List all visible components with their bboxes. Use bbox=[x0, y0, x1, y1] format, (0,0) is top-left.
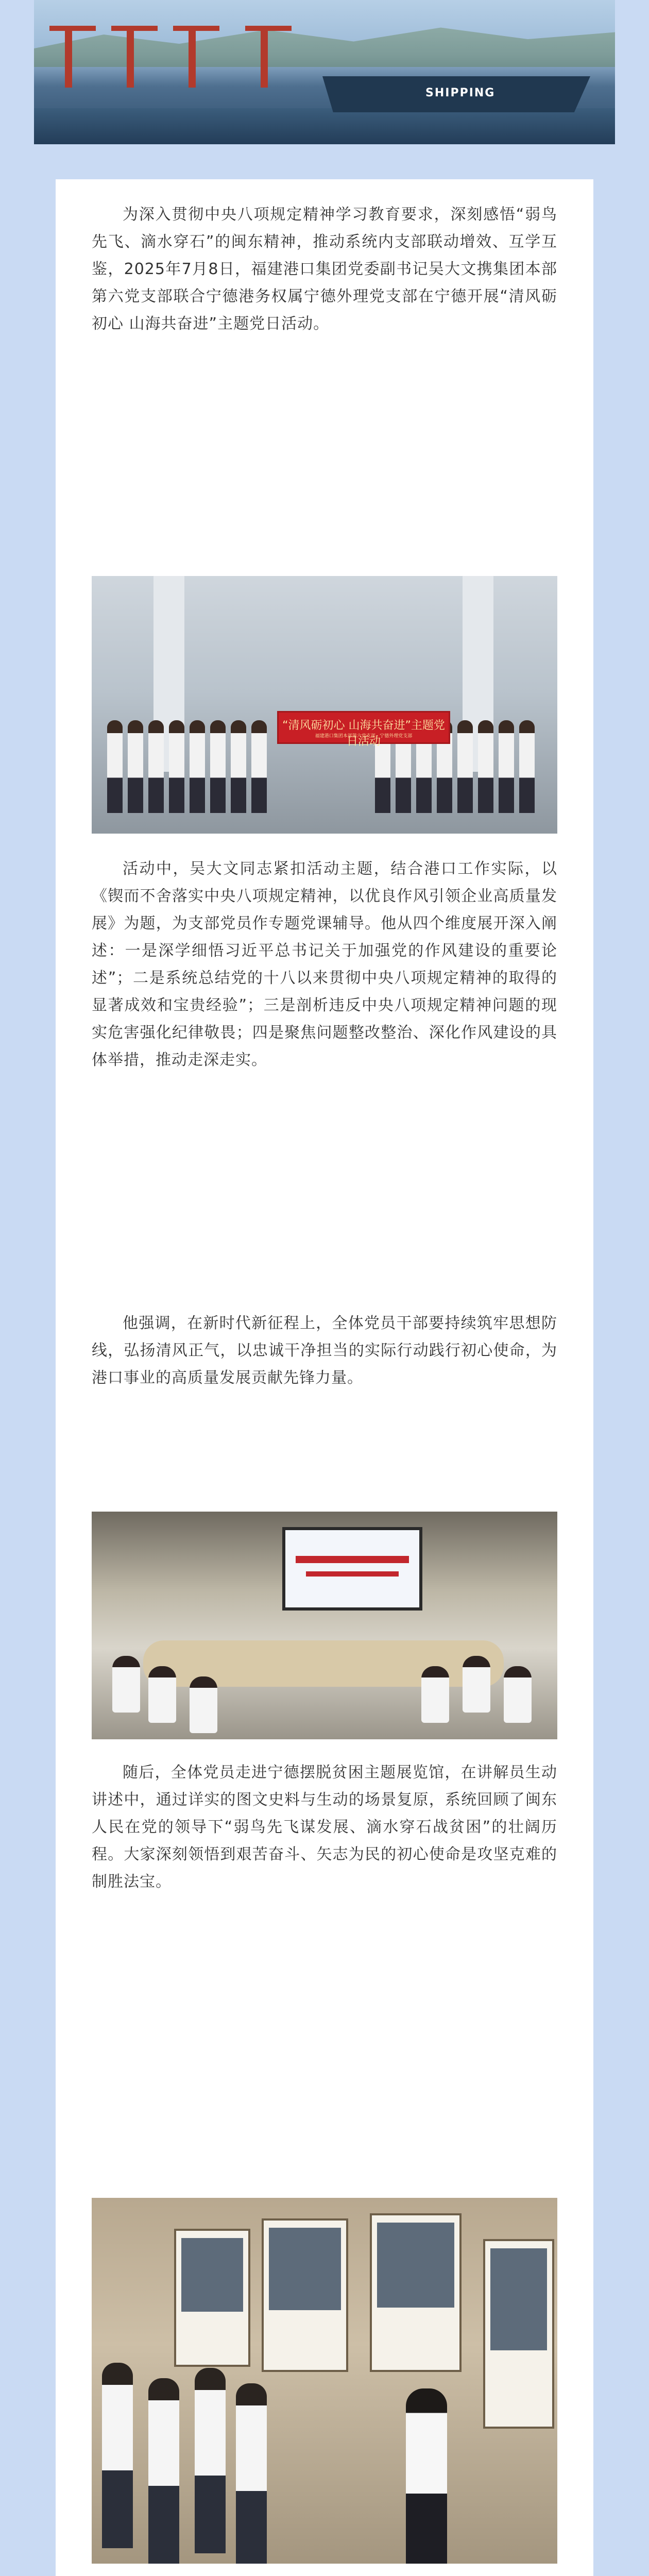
attendee bbox=[504, 1666, 532, 1723]
event-banner-subtext: 福建港口集团本部第六党支部 · 宁德外理党支部 bbox=[315, 734, 413, 739]
guide bbox=[406, 2388, 447, 2564]
attendee bbox=[148, 1666, 176, 1723]
visitor bbox=[236, 2383, 267, 2564]
article-paragraph-3: 他强调，在新时代新征程上，全体党员干部要持续筑牢思想防线，弘扬清风正气，以忠诚干净担当的实际行动践行初心使命，为港口事业的高质量发展贡献先锋力量。 bbox=[92, 1314, 557, 1387]
header-banner-image bbox=[34, 0, 615, 144]
attendee bbox=[190, 1676, 217, 1733]
projection-screen bbox=[282, 1527, 422, 1611]
meeting-photo bbox=[92, 1512, 557, 1739]
article-card bbox=[56, 179, 593, 2576]
crane-decoration bbox=[189, 26, 196, 88]
water-decoration bbox=[34, 108, 615, 144]
visitor bbox=[148, 2378, 179, 2564]
attendee bbox=[421, 1666, 449, 1723]
attendee bbox=[463, 1656, 490, 1713]
exhibit-panel bbox=[370, 2213, 462, 2372]
exhibit-panel bbox=[262, 2218, 348, 2372]
crane-decoration bbox=[65, 26, 72, 88]
exhibit-panel bbox=[483, 2239, 554, 2429]
exhibit-panel bbox=[174, 2229, 250, 2367]
ship-label: SHIPPING bbox=[425, 87, 496, 99]
group-photo bbox=[92, 576, 557, 834]
event-banner-text: “清风砺初心 山海共奋进”主题党日活动 bbox=[282, 719, 445, 748]
article-paragraph-2: 活动中，吴大文同志紧扣活动主题，结合港口工作实际，以《锲而不舍落实中央八项规定精神，以优良作风引领企业高质量发展》为题，为支部党员作专题党课辅导。他从四个维度展开深入阐述：一是深学细悟习近平总书记关于加强党的作风建设的重要论述”；二是系统总结党的十八以来贯彻中央八项规定精神的取得的显著成效和宝贵经验”；三是剖析违反中央八项规定精神问题的现实危害强化纪律敬畏；四是聚焦问题整改整治、深化作风建设的具体举措，推动走深走实。 bbox=[92, 860, 557, 1069]
article-paragraph-4: 随后，全体党员走进宁德摆脱贫困主题展览馆，在讲解员生动讲述中，通过详实的图文史料与生动的场景复原，系统回顾了闽东人民在党的领导下“弱鸟先飞谋发展、滴水穿石战贫困”的壮阔历程。大家深刻领悟到艰苦奋斗、矢志为民的初心使命是攻坚克难的制胜法宝。 bbox=[92, 1764, 557, 1891]
crane-decoration bbox=[127, 26, 134, 88]
exhibition-photo bbox=[92, 2198, 557, 2564]
crane-decoration bbox=[261, 26, 268, 88]
attendee bbox=[112, 1656, 140, 1713]
visitor bbox=[102, 2363, 133, 2548]
visitor bbox=[195, 2368, 226, 2553]
event-banner bbox=[277, 711, 450, 748]
article-paragraph-1: 为深入贯彻中央八项规定精神学习教育要求，深刻感悟“弱鸟先飞、滴水穿石”的闽东精神，推动系统内支部联动增效、互学互鉴，2025年7月8日，福建港口集团党委副书记吴大文携集团本部第六党支部联合宁德港务权属宁德外理党支部在宁德开展“清风砺初心 山海共奋进”主题党日活动。 bbox=[92, 206, 557, 333]
